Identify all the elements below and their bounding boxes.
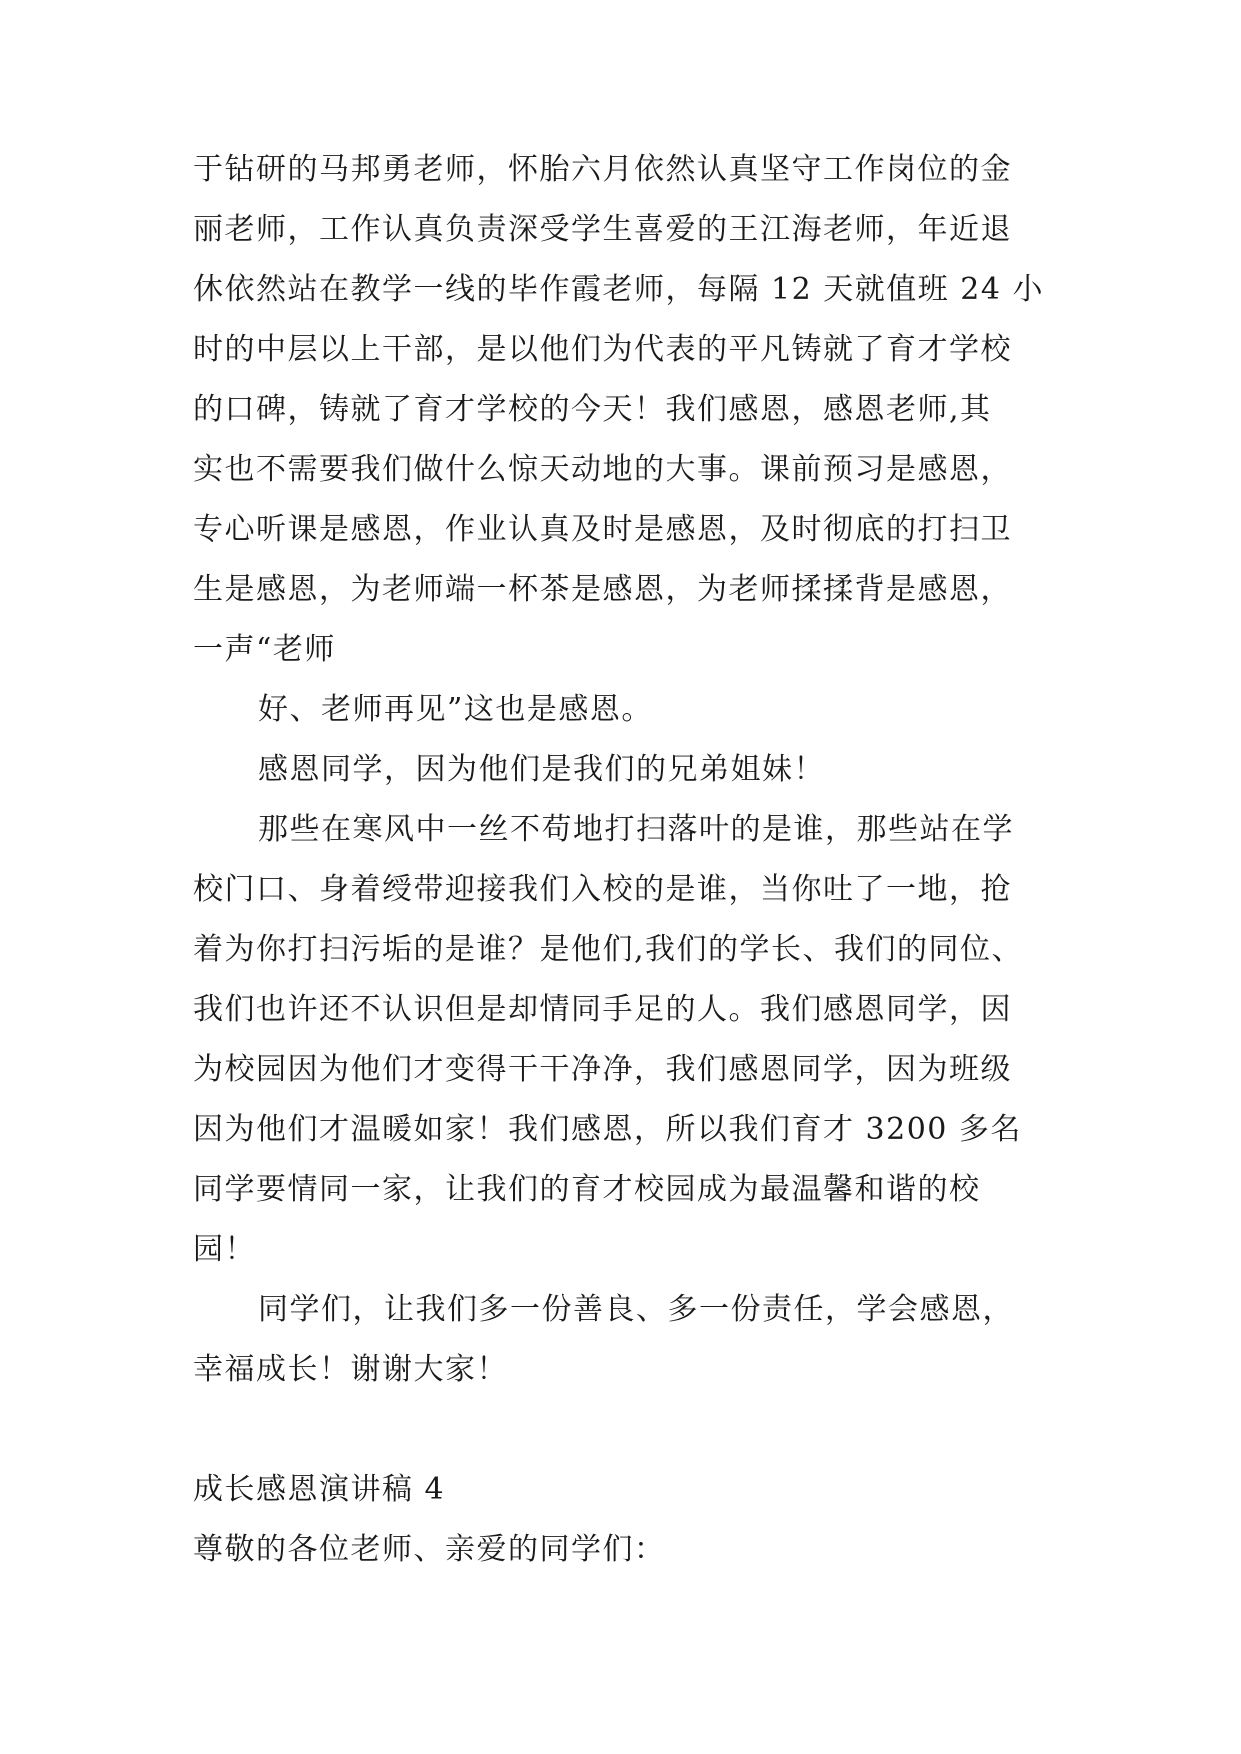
text-line: 好、老师再见”这也是感恩。 [258, 692, 653, 727]
text-line: 丽老师，工作认真负责深受学生喜爱的王江海老师，年近退 [193, 212, 1012, 247]
salutation: 尊敬的各位老师、亲爱的同学们： [193, 1532, 666, 1567]
text-line: 休依然站在教学一线的毕作霞老师，每隔 12 天就值班 24 小 [193, 272, 1044, 307]
text-line: 我们也许还不认识但是却情同手足的人。我们感恩同学，因 [193, 992, 1012, 1027]
text-line: 同学们，让我们多一份善良、多一份责任，学会感恩， [258, 1292, 1014, 1327]
text-line: 实也不需要我们做什么惊天动地的大事。课前预习是感恩， [193, 452, 1012, 487]
text-line: 着为你打扫污垢的是谁？是他们,我们的学长、我们的同位、 [193, 932, 1024, 967]
text-line: 时的中层以上干部，是以他们为代表的平凡铸就了育才学校 [193, 332, 1012, 367]
text-line: 感恩同学，因为他们是我们的兄弟姐妹！ [258, 752, 825, 787]
text-line: 园！ [193, 1232, 256, 1267]
text-line: 于钻研的马邦勇老师，怀胎六月依然认真坚守工作岗位的金 [193, 152, 1012, 187]
text-line: 因为他们才温暖如家！我们感恩，所以我们育才 3200 多名 [193, 1112, 1022, 1147]
text-line: 一声“老师 [193, 632, 336, 667]
text-line: 幸福成长！谢谢大家！ [193, 1352, 508, 1387]
text-line: 校门口、身着绶带迎接我们入校的是谁，当你吐了一地，抢 [193, 872, 1012, 907]
text-line: 那些在寒风中一丝不苟地打扫落叶的是谁，那些站在学 [258, 812, 1014, 847]
text-line: 同学要情同一家，让我们的育才校园成为最温馨和谐的校 [193, 1172, 981, 1207]
text-line: 生是感恩，为老师端一杯茶是感恩，为老师揉揉背是感恩， [193, 572, 1012, 607]
section-heading: 成长感恩演讲稿 4 [193, 1472, 446, 1507]
text-line: 的口碑，铸就了育才学校的今天！我们感恩，感恩老师,其 [193, 392, 992, 427]
text-line: 专心听课是感恩，作业认真及时是感恩，及时彻底的打扫卫 [193, 512, 1012, 547]
text-line: 为校园因为他们才变得干干净净，我们感恩同学，因为班级 [193, 1052, 1012, 1087]
